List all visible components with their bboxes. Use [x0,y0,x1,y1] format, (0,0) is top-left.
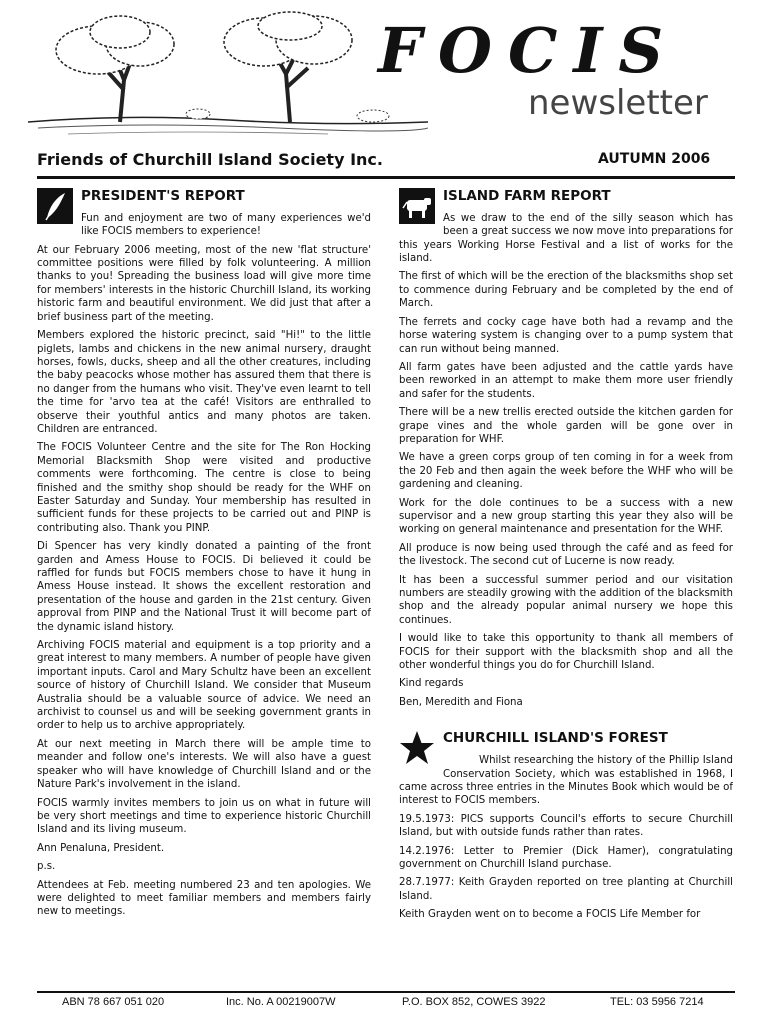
footer-telephone: TEL: 03 5956 7214 [610,996,704,1008]
sign-off: Kind regards [399,678,464,690]
paragraph: Di Spencer has very kindly donated a painting of the front garden and Amess House to FOCIS. Di believed it could be raffled for funds but FOCIS members chose to have it hung in Amess House instead. It shows the excellent restoration and presentation of the house and garden in the 21st century. Given approval from PINP and the National Trust it will become part of the dynamic island history. [37,541,371,633]
paragraph: Keith Grayden went on to become a FOCIS Life Member for [399,909,701,921]
paragraph: Attendees at Feb. meeting numbered 23 and ten apologies. We were delighted to meet familiar members and members fairly new to meetings. [37,879,371,918]
president-section [37,184,371,919]
paragraph: There will be a new trellis erected outside the kitchen garden for grape vines and the whole garden will be gone over in preparation for WHF. [399,407,733,445]
star-icon [399,730,435,766]
paragraph: All produce is now being used through the café and as feed for the livestock. The second cut of Lucerne is now ready. [399,542,733,568]
footer-inc-number: Inc. No. A 00219007W [226,996,336,1008]
header-rule [37,176,735,179]
footer-abn: ABN 78 667 051 020 [62,996,165,1008]
paragraph: The first of which will be the erection of the blacksmiths shop set to commence during February and be completed by the end of March. [399,271,733,310]
paragraph: Fun and enjoyment are two of many experiences we'd like FOCIS members to experience! [81,212,371,238]
paragraph: Work for the dole continues to be a success with a new supervisor and a new group starting this year they also will be working on general maintenance and presentation for the WHF. [399,497,733,536]
paragraph: 14.2.1976: Letter to Premier (Dick Hamer), congratulating government on Churchill Island purchase. [399,845,733,870]
right-column [399,184,733,988]
issue-label: AUTUMN 2006 [598,151,711,167]
president-heading: PRESIDENT'S REPORT [81,188,245,204]
left-column [37,184,371,988]
paragraph: The ferrets and cocky cage have both had a revamp and the horse watering system is changing over to a pump system that can run without being manned. [399,316,733,355]
paragraph: As we draw to the end of the silly season which has been a great success we now move into preparations for this years Working Horse Festival and a list of works for the island. [399,212,733,265]
farm-section [399,184,733,709]
forest-section [399,726,733,921]
tree-illustration [28,10,428,138]
paragraph: At our February 2006 meeting, most of the new 'flat structure' committee positions were filled by folk volunteering. A million thanks to you! Spreading the business load will give more time for members' interests in the historic Churchill Island, its working historic farm and beautiful environment. We did just that after a brief business part of the meeting. [37,244,371,323]
cow-icon [399,188,435,224]
paragraph: 28.7.1977: Keith Grayden reported on tree planting at Churchill Island. [399,877,733,902]
postscript-label: p.s. [37,861,56,873]
paragraph: FOCIS warmly invites members to join us on what in future will be very short meetings and time to experience historic Churchill Island and its living museum. [37,797,371,836]
farm-heading: ISLAND FARM REPORT [443,188,611,204]
signature: Ann Penaluna, President. [37,842,165,854]
masthead-title: FOCIS [378,14,680,87]
paragraph: 19.5.1973: PICS supports Council's efforts to secure Churchill Island, but with outside funds rather than rates. [399,813,733,839]
footer-rule [37,991,735,993]
paragraph: We have a green corps group of ten coming in for a week from the 20 Feb and then again the week before the WHF who will be gardening and cleaning. [399,452,733,491]
footer-po-box: P.O. BOX 852, COWES 3922 [402,996,546,1008]
section-gap [399,714,733,726]
quill-icon [37,188,73,224]
paragraph: At our next meeting in March there will be ample time to meander and follow one's interests. We will also have a guest speaker who will have knowledge of Churchill Island and or the Nature Park's involvement in the island. [37,738,371,791]
masthead [0,0,770,178]
forest-heading: CHURCHILL ISLAND'S FOREST [443,730,668,747]
paragraph: I would like to take this opportunity to thank all members of FOCIS for their support with the blacksmith shop and all the other wonderful things you do for Churchill Island. [399,633,733,672]
paragraph: It has been a successful summer period and our visitation numbers are steadily growing with the addition of the blacksmith shop and the already popular animal nursery we hope this continues. [399,574,733,626]
paragraph: Archiving FOCIS material and equipment is a top priority and a great interest to many members. A number of people have given important inputs. Carol and Mary Schultz have been an excellent source of history of Churchill Island. We consider that Museum Australia should be a valuable source of advice. We need an archivist to counsel us and will be seeking government grants in order to help us to archive appropriately. [37,640,371,732]
signature: Ben, Meredith and Fiona [399,696,523,708]
paragraph: All farm gates have been adjusted and the cattle yards have been reworked in an attempt to make them more user friendly and safer for the students. [399,361,733,400]
paragraph: Whilst researching the history of the Phillip Island Conservation Society, which was established in 1968, I came across three entries in the Minutes Book which would be of interest to FOCIS members. [399,755,733,807]
organisation-name: Friends of Churchill Island Society Inc. [37,150,383,169]
masthead-subtitle: newsletter [528,83,708,123]
paragraph: Members explored the historic precinct, said "Hi!" to the little piglets, lambs and chickens in the new animal nursery, draught horses, fowls, ducks, sheep and all the other creatures, including the baby peacocks whose mother has assured them that there is no danger from the humans who visit. They've even learnt to tell the time for 'arvo tea at the café! Visitors are enthralled to observe their youthful antics and many photos are taken. Children are entranced. [37,330,371,435]
paragraph: The FOCIS Volunteer Centre and the site for The Ron Hocking Memorial Blacksmith Shop were visited and productive comments were forthcoming. The centre is close to being finished and the smithy shop should be ready for the WHF on Easter Saturday and Sunday. Your membership has resulted in sufficient funds for these projects to be carried out and PINP is contributing also. Thank you PINP. [37,442,371,534]
